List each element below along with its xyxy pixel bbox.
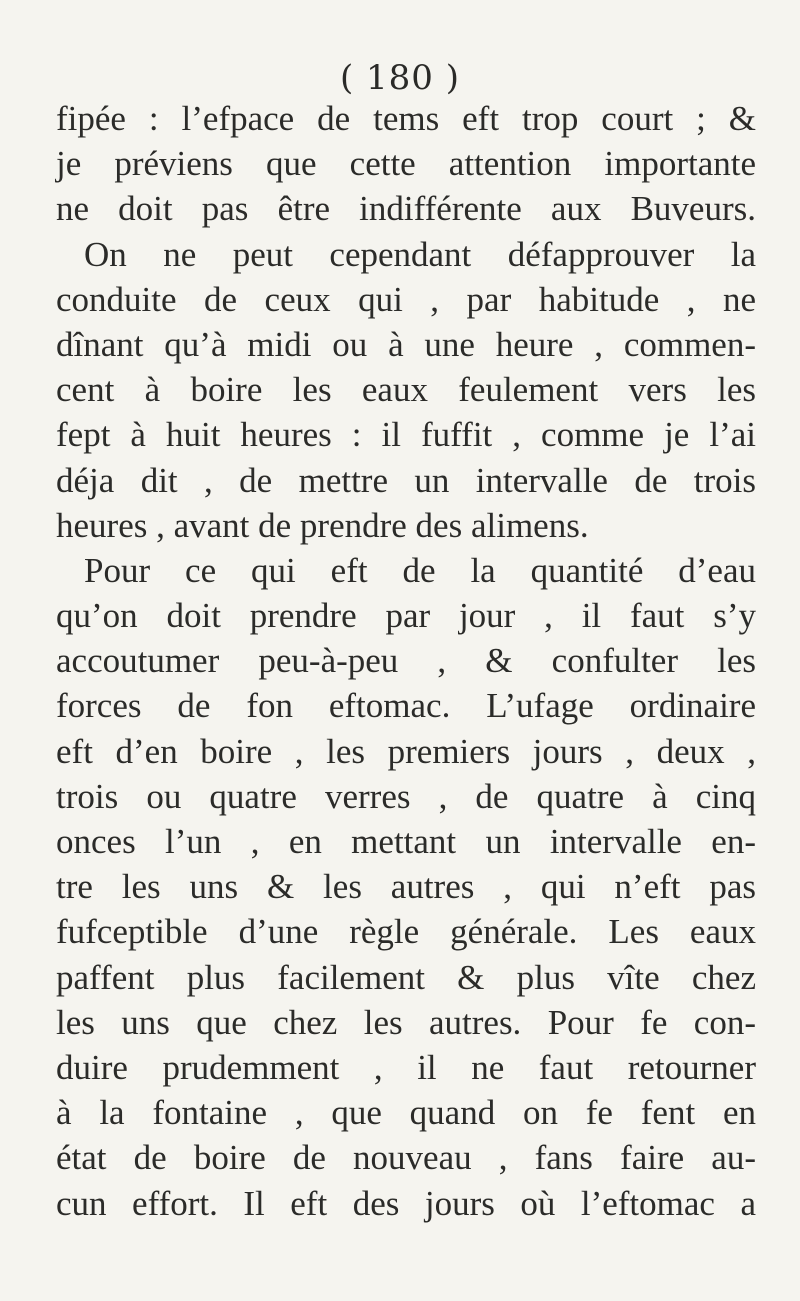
- text-line: les uns que chez les autres. Pour fe con-: [56, 1002, 756, 1042]
- text-line: fufceptible d’une règle générale. Les eaux: [56, 912, 756, 952]
- text-line: conduite de ceux qui , par habitude , ne: [56, 279, 756, 319]
- text-line: déja dit , de mettre un intervalle de trois: [56, 460, 756, 500]
- text-line: Pour ce qui eft de la quantité d’eau: [84, 550, 756, 590]
- text-line: à la fontaine , que quand on fe fent en: [56, 1093, 756, 1133]
- text-line: onces l’un , en mettant un intervalle en-: [56, 822, 756, 861]
- text-line: état de boire de nouveau , fans faire au-: [56, 1138, 756, 1178]
- text-line: je préviens que cette attention importante: [56, 144, 756, 184]
- text-line: fipée : l’efpace de tems eft trop court ; &: [56, 99, 756, 138]
- text-line: eft d’en boire , les premiers jours , deux ,: [56, 731, 756, 771]
- text-line: cent à boire les eaux feulement vers les: [56, 370, 756, 410]
- body-text: [56, 96, 756, 1226]
- text-line: cun effort. Il eft des jours où l’eftomac a: [56, 1183, 756, 1223]
- page-number: ( 180 ): [339, 58, 461, 98]
- text-line: trois ou quatre verres , de quatre à cinq: [56, 776, 756, 816]
- text-line: duire prudemment , il ne faut retourner: [56, 1047, 756, 1087]
- text-line: paffent plus facilement & plus vîte chez: [56, 957, 756, 997]
- text-line: qu’on doit prendre par jour , il faut s’y: [56, 596, 756, 636]
- text-line: dînant qu’à midi ou à une heure , commen-: [56, 324, 756, 364]
- text-line: forces de fon eftomac. L’ufage ordinaire: [56, 686, 756, 726]
- text-line: accoutumer peu-à-peu , & confulter les: [56, 641, 756, 681]
- text-line: ne doit pas être indifférente aux Buveurs.: [56, 189, 756, 229]
- text-line: fept à huit heures : il fuffit , comme je l’ai: [56, 415, 756, 455]
- text-line: tre les uns & les autres , qui n’eft pas: [56, 867, 756, 907]
- text-line: On ne peut cependant défapprouver la: [84, 234, 756, 274]
- text-line: heures , avant de prendre des alimens.: [56, 505, 589, 545]
